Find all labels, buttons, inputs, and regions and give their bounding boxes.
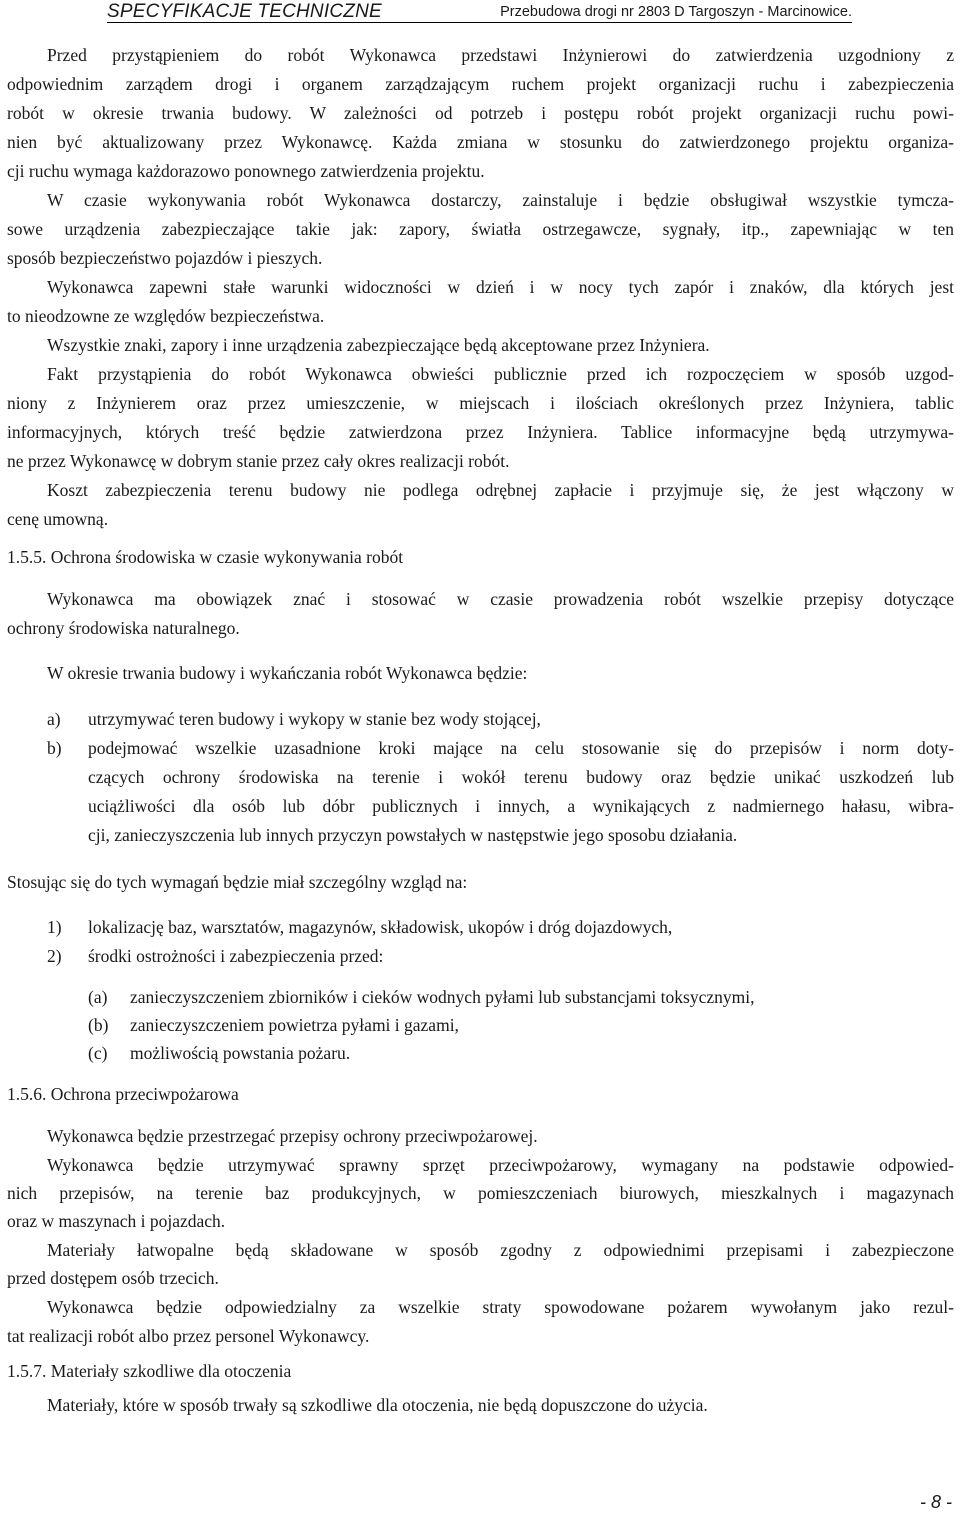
text-line: cji ruchu wymaga każdorazowo ponownego zatwierdzenia projektu. [7, 161, 485, 181]
text-line: Wykonawca zapewni stałe warunki widoczności w dzień i w nocy tych zapór i znaków, dla których jest [47, 277, 954, 297]
header-project: Przebudowa drogi nr 2803 D Targoszyn - Marcinowice. [500, 4, 852, 20]
list-marker: (c) [88, 1043, 108, 1063]
section-heading: 1.5.6. Ochrona przeciwpożarowa [7, 1084, 239, 1104]
list-item: lokalizację baz, warsztatów, magazynów, składowisk, ukopów i dróg dojazdowych, [88, 917, 673, 937]
text-line: przed dostępem osób trzecich. [7, 1268, 219, 1288]
text-line: nien być aktualizowany przez Wykonawcę. Każda zmiana w stosunku do zatwierdzonego projektu organiza- [7, 132, 954, 152]
list-item: utrzymywać teren budowy i wykopy w stanie bez wody stojącej, [88, 709, 541, 729]
page-number: - 8 - [919, 1492, 952, 1512]
list-item: środki ostrożności i zabezpieczenia przed: [88, 946, 384, 966]
text-line: robót w okresie trwania budowy. W zależności od potrzeb i postępu robót projekt organizacji ruchu powi- [7, 103, 954, 123]
list-item: cji, zanieczyszczenia lub innych przyczyn powstałych w następstwie jego sposobu działania. [88, 825, 738, 845]
text-line: nich przepisów, na terenie baz produkcyjnych, w pomieszczeniach biurowych, mieszkalnych i magazynach [7, 1183, 954, 1203]
text-line: Wykonawca będzie przestrzegać przepisy ochrony przeciwpożarowej. [47, 1126, 538, 1146]
text-line: Stosując się do tych wymagań będzie miał szczególny wzgląd na: [7, 872, 468, 892]
section-heading: 1.5.5. Ochrona środowiska w czasie wykonywania robót [7, 547, 404, 567]
text-line: ne przez Wykonawcę w dobrym stanie przez cały okres realizacji robót. [7, 451, 510, 471]
text-line: to nieodzowne ze względów bezpieczeństwa. [7, 306, 325, 326]
text-line: Przed przystąpieniem do robót Wykonawca przedstawi Inżynierowi do zatwierdzenia uzgodniony z [47, 45, 954, 65]
text-line: Materiały, które w sposób trwały są szkodliwe dla otoczenia, nie będą dopuszczone do użycia. [47, 1395, 708, 1415]
list-item: zanieczyszczeniem zbiorników i cieków wodnych pyłami lub substancjami toksycznymi, [130, 987, 755, 1007]
header-title: SPECYFIKACJE TECHNICZNE [107, 1, 382, 22]
list-marker: 2) [47, 946, 62, 966]
text-line: Wykonawca ma obowiązek znać i stosować w czasie prowadzenia robót wszelkie przepisy dotyczące [47, 589, 954, 609]
text-line: odpowiednim zarządem drogi i organem zarządzającym ruchem projekt organizacji ruchu i zabezpieczenia [7, 74, 954, 94]
text-line: Wykonawca będzie odpowiedzialny za wszelkie straty spowodowane pożarem wywołanym jako rezul- [47, 1297, 954, 1317]
list-item: czących ochrony środowiska na terenie i wokół terenu budowy oraz będzie unikać uszkodzeń lub [88, 767, 954, 787]
list-item: możliwością powstania pożaru. [130, 1043, 351, 1063]
list-marker: (a) [88, 987, 108, 1007]
text-line: W czasie wykonywania robót Wykonawca dostarczy, zainstaluje i będzie obsługiwał wszystkie tymcza- [47, 190, 954, 210]
text-line: sowe urządzenia zabezpieczające takie jak: zapory, światła ostrzegawcze, sygnały, itp., zapewniając w ten [7, 219, 954, 239]
list-marker: a) [47, 709, 61, 729]
text-line: niony z Inżynierem oraz przez umieszczenie, w miejscach i ilościach określonych przez Inżyniera, tablic [7, 393, 954, 413]
text-line: Wszystkie znaki, zapory i inne urządzenia zabezpieczające będą akceptowane przez Inżyniera. [47, 335, 710, 355]
text-line: Fakt przystąpienia do robót Wykonawca obwieści publicznie przed ich rozpoczęciem w sposób uzgod- [47, 364, 954, 384]
list-marker: b) [47, 738, 62, 758]
text-line: cenę umowną. [7, 509, 109, 529]
header-rule [107, 22, 852, 23]
text-line: oraz w maszynach i pojazdach. [7, 1211, 226, 1231]
text-line: ochrony środowiska naturalnego. [7, 618, 240, 638]
text-line: tat realizacji robót albo przez personel Wykonawcy. [7, 1326, 370, 1346]
text-line: Wykonawca będzie utrzymywać sprawny sprzęt przeciwpożarowy, wymagany na podstawie odpowied- [47, 1155, 954, 1175]
section-heading: 1.5.7. Materiały szkodliwe dla otoczenia [7, 1361, 292, 1381]
list-item: uciążliwości dla osób lub dóbr publicznych i innych, a wynikających z nadmiernego hałasu, wibra- [88, 796, 954, 816]
page-header [0, 0, 960, 22]
text-line: informacyjnych, których treść będzie zatwierdzona przez Inżyniera. Tablice informacyjne będą utrzymywa- [7, 422, 954, 442]
text-line: Koszt zabezpieczenia terenu budowy nie podlega odrębnej zapłacie i przyjmuje się, że jest włączony w [47, 480, 954, 500]
text-line: Materiały łatwopalne będą składowane w sposób zgodny z odpowiednimi przepisami i zabezpieczone [47, 1240, 954, 1260]
list-item: zanieczyszczeniem powietrza pyłami i gazami, [130, 1015, 459, 1035]
list-marker: 1) [47, 917, 62, 937]
list-item: podejmować wszelkie uzasadnione kroki mające na celu stosowanie się do przepisów i norm doty- [88, 738, 954, 758]
list-marker: (b) [88, 1015, 109, 1035]
text-line: sposób bezpieczeństwo pojazdów i pieszych. [7, 248, 323, 268]
text-line: W okresie trwania budowy i wykańczania robót Wykonawca będzie: [47, 663, 528, 683]
